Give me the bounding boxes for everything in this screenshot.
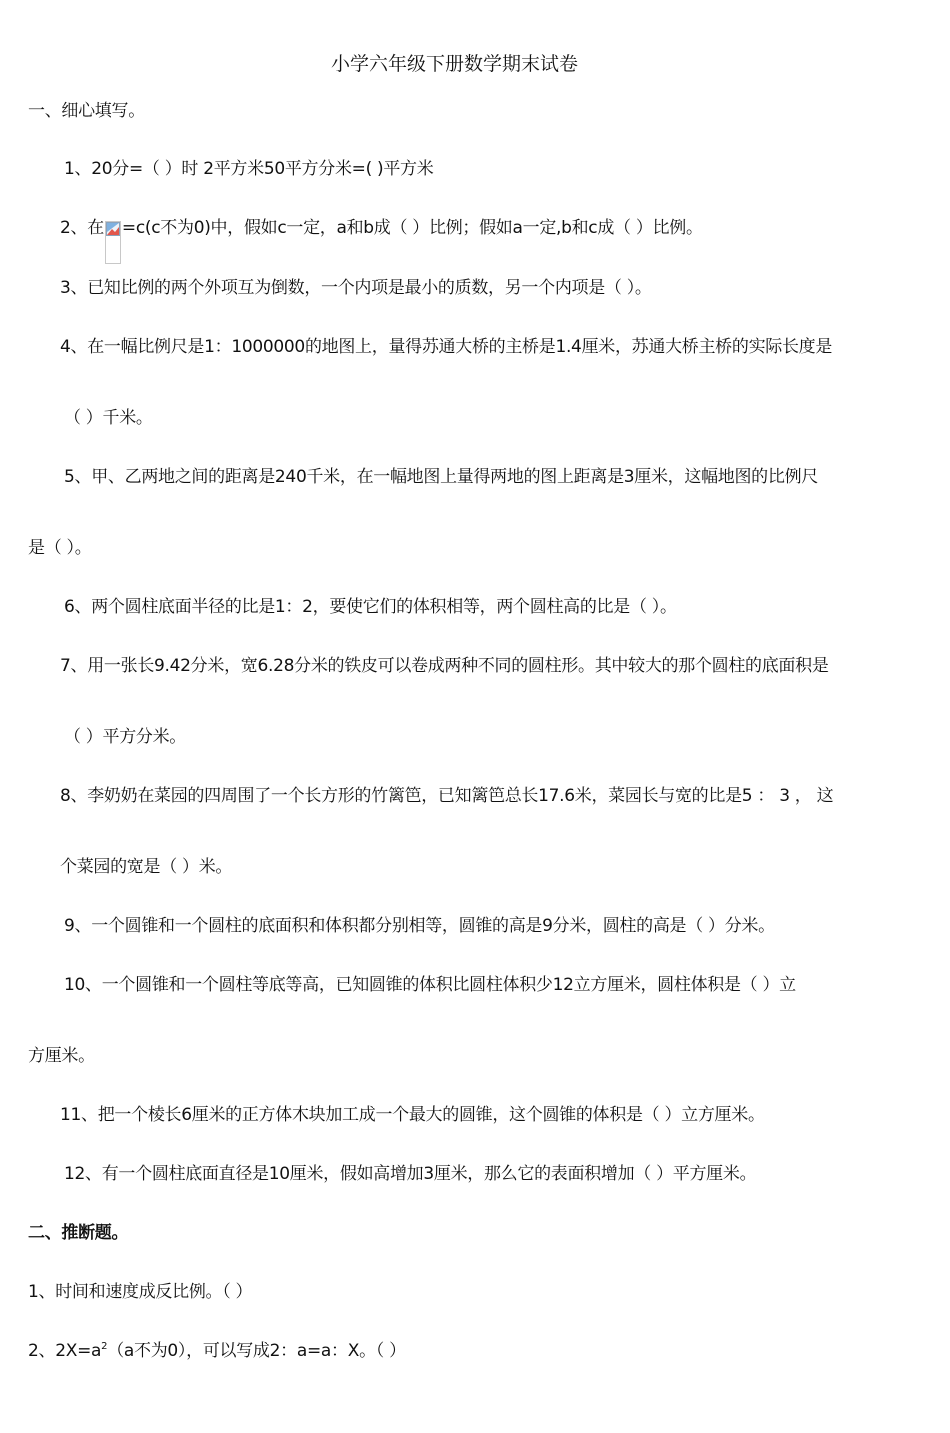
question-4-line-2: （ ）千米。 — [64, 408, 153, 428]
question-7-line-2: （ ）平方分米。 — [64, 727, 187, 747]
judgement-2 — [28, 1340, 406, 1362]
question-3: 3、已知比例的两个外项互为倒数，一个内项是最小的质数，另一个内项是（ ）。 — [60, 278, 652, 298]
superscript-exponent: 2 — [101, 1341, 108, 1352]
question-5-line-1: 5、甲、乙两地之间的距离是240千米，在一幅地图上量得两地的图上距离是3厘米，这幅地图的比例尺 — [64, 467, 818, 487]
question-2 — [60, 217, 703, 264]
question-2-prefix: 2、在 — [60, 218, 104, 238]
question-8-line-2: 个菜园的宽是（ ）米。 — [60, 857, 233, 877]
judgement-1: 1、时间和速度成反比例。（ ） — [28, 1282, 253, 1302]
question-12: 12、有一个圆柱底面直径是10厘米，假如高增加3厘米，那么它的表面积增加（ ）平方厘米。 — [64, 1164, 757, 1184]
judgement-2-text: （a不为0），可以写成2：a=a：X。（ ） — [107, 1341, 406, 1361]
question-9: 9、一个圆锥和一个圆柱的底面积和体积都分别相等，圆锥的高是9分米，圆柱的高是（ ）分米。 — [64, 916, 775, 936]
question-11: 11、把一个棱长6厘米的正方体木块加工成一个最大的圆锥，这个圆锥的体积是（ ）立方厘米。 — [60, 1105, 765, 1125]
page-title: 小学六年级下册数学期末试卷 — [331, 53, 579, 75]
broken-image-icon — [105, 221, 121, 264]
section-heading-fill-in: 一、细心填写。 — [28, 101, 145, 121]
question-4-line-1: 4、在一幅比例尺是1：1000000的地图上，量得苏通大桥的主桥是1.4厘米，苏通大桥主桥的实际长度是 — [60, 337, 833, 357]
judgement-2-prefix: 2、2X=a — [28, 1341, 102, 1361]
question-8-line-1: 8、李奶奶在菜园的四周围了一个长方形的竹篱笆，已知篱笆总长17.6米，菜园长与宽的比是5 ： 3 ， 这 — [60, 786, 834, 806]
section-heading-judgement: 二、推断题。 — [28, 1223, 129, 1243]
question-7-line-1: 7、用一张长9.42分米，宽6.28分米的铁皮可以卷成两种不同的圆柱形。其中较大的那个圆柱的底面积是 — [60, 656, 829, 676]
question-10-line-1: 10、一个圆锥和一个圆柱等底等高，已知圆锥的体积比圆柱体积少12立方厘米，圆柱体积是（ ）立 — [64, 975, 796, 995]
question-5-line-2: 是（ ）。 — [28, 538, 92, 558]
question-10-line-2: 方厘米。 — [28, 1046, 95, 1066]
question-6: 6、两个圆柱底面半径的比是1：2，要使它们的体积相等，两个圆柱高的比是（ ）。 — [64, 597, 677, 617]
question-2-text: =c(c不为0)中，假如c一定，a和b成（ ）比例；假如a一定,b和c成（ ）比例。 — [121, 218, 703, 238]
question-1: 1、20分=（ ）时 2平方米50平方分米=( )平方米 — [64, 159, 434, 179]
